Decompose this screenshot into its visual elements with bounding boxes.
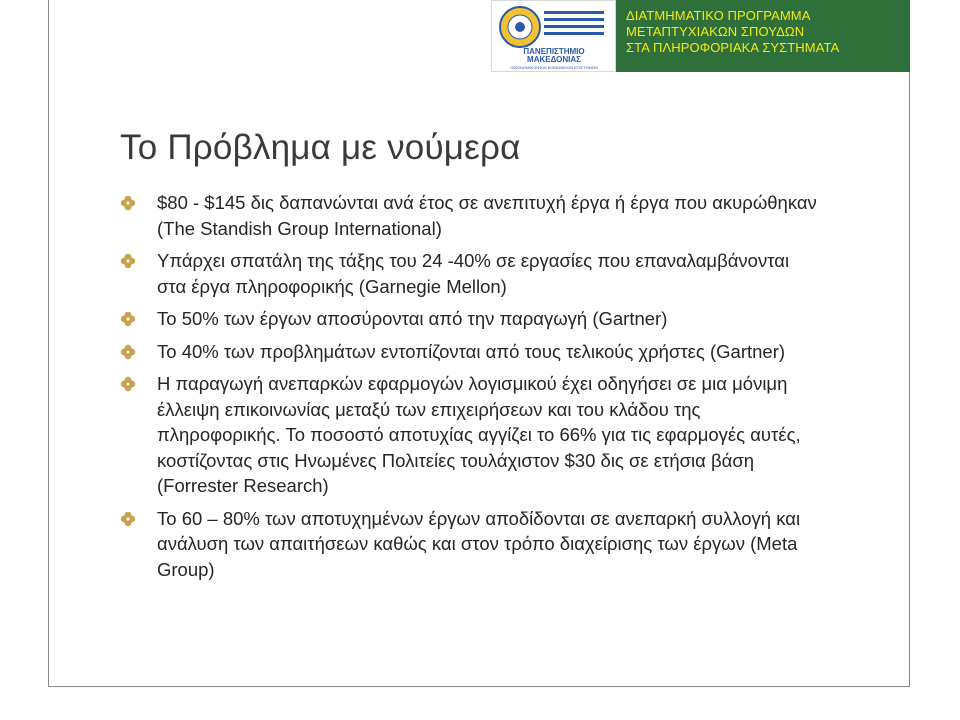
clover-bullet-icon	[120, 376, 136, 392]
clover-bullet-icon	[120, 511, 136, 527]
slide-title: Το Πρόβλημα με νούμερα	[120, 128, 521, 167]
university-logo	[491, 0, 616, 72]
bullet-text: Υπάρχει σπατάλη της τάξης του 24 -40% σε εργασίες που επαναλαμβάνονται στα έργα πληροφορικής (Garnegie Mellon)	[157, 250, 790, 297]
list-item	[120, 371, 820, 499]
program-banner	[616, 0, 910, 72]
list-item	[120, 306, 820, 332]
program-line: ΔΙΑΤΜΗΜΑΤΙΚΟ ΠΡΟΓΡΑΜΜΑ	[626, 8, 811, 23]
program-line: ΜΕΤΑΠΤΥΧΙΑΚΩΝ ΣΠΟΥΔΩΝ	[626, 24, 805, 39]
bullet-list	[120, 190, 820, 589]
list-item	[120, 339, 820, 365]
logo-line2: ΜΑΚΕΔΟΝΙΑΣ	[527, 55, 581, 64]
bullet-text: $80 - $145 δις δαπανώνται ανά έτος σε ανεπιτυχή έργα ή έργα που ακυρώθηκαν (The Standish Group International)	[157, 192, 817, 239]
bullet-text: Η παραγωγή ανεπαρκών εφαρμογών λογισμικού έχει οδηγήσει σε μια μόνιμη έλλειψη επικοινωνίας μεταξύ των επιχειρήσεων και του κλάδου της πληροφορικής. Το ποσοστό αποτυχίας αγγίζει το 66% για τις εφαρμογές αυτές, κοστίζοντας στις Ηνωμένες Πολιτείες τουλάχιστον $30 δις σε ετήσια βάση (Forrester Research)	[157, 373, 801, 496]
clover-bullet-icon	[120, 344, 136, 360]
clover-bullet-icon	[120, 311, 136, 327]
clover-bullet-icon	[120, 195, 136, 211]
logo-line1: ΠΑΝΕΠΙΣΤΗΜΙΟ	[523, 47, 585, 56]
bullet-text: Το 50% των έργων αποσύρονται από την παραγωγή (Gartner)	[157, 308, 668, 329]
clover-bullet-icon	[120, 253, 136, 269]
logo-line3: ΟΙΚΟΝΟΜΙΚΩΝ ΚΑΙ ΚΟΙΝΩΝΙΚΩΝ ΕΠΙΣΤΗΜΩΝ	[510, 65, 598, 70]
bullet-text: Το 40% των προβλημάτων εντοπίζονται από τους τελικούς χρήστες (Gartner)	[157, 340, 786, 362]
list-item	[120, 506, 820, 583]
list-item	[120, 248, 820, 299]
program-line: ΣΤΑ ΠΛΗΡΟΦΟΡΙΑΚΑ ΣΥΣΤΗΜΑΤΑ	[626, 40, 840, 55]
university-seal-icon	[492, 1, 615, 71]
bullet-text: Το 60 – 80% των αποτυχημένων έργων αποδίδονται σε ανεπαρκή συλλογή και ανάλυση των απαιτήσεων καθώς και στον τρόπο διαχείρισης των έργων (Meta Group)	[157, 507, 801, 580]
list-item	[120, 190, 820, 241]
